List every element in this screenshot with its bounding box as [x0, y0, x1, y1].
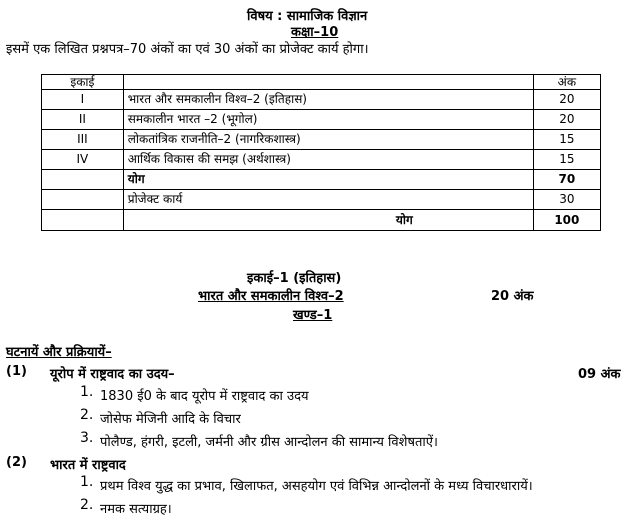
marks-cell: 15: [533, 150, 600, 170]
subject-title: विषय : सामाजिक विज्ञान: [247, 9, 368, 24]
list-item-number: 1.: [80, 474, 94, 490]
unit-cell: I: [42, 90, 124, 110]
topic1-title: यूरोप में राष्ट्रवाद का उदय–: [50, 367, 175, 382]
title-column-header: [123, 75, 533, 90]
unit1-book-title: भारत और समकालीन विश्व–2: [198, 289, 344, 304]
unit-column-header: इकाई: [42, 75, 124, 90]
project-row: [42, 190, 601, 210]
table-row: [42, 110, 601, 130]
project-label: प्रोजेक्ट कार्य: [123, 190, 533, 210]
marks-cell: 15: [533, 130, 600, 150]
marks-column-header: अंक: [533, 75, 600, 90]
list-item-number: 2.: [80, 407, 94, 423]
list-item: जोसेफ मेजिनी आदि के विचार: [100, 412, 241, 427]
unit1-book-marks: 20 अंक: [491, 289, 534, 304]
list-item: 1830 ई0 के बाद यूरोप में राष्ट्रवाद का उदय: [100, 389, 309, 404]
unit-cell: III: [42, 130, 124, 150]
title-cell: समकालीन भारत –2 (भूगोल): [123, 110, 533, 130]
list-item-number: 3.: [80, 430, 94, 446]
empty-cell: [42, 190, 124, 210]
table-row: [42, 90, 601, 110]
class-title: कक्षा–10: [291, 25, 339, 40]
topic1-number: (1): [6, 364, 27, 379]
marks-table: [41, 74, 601, 231]
list-item: पोलैण्ड, हंगरी, इटली, जर्मनी और ग्रीस आन्दोलन की सामान्य विशेषताऐं।: [100, 435, 438, 450]
section-heading: खण्ड–1: [293, 308, 333, 323]
table-header-row: [42, 75, 601, 90]
subtotal-row: [42, 170, 601, 190]
title-cell: आर्थिक विकास की समझ (अर्थशास्त्र): [123, 150, 533, 170]
project-marks: 30: [533, 190, 600, 210]
table-row: [42, 150, 601, 170]
unit-cell: IV: [42, 150, 124, 170]
topic2-title: भारत में राष्ट्रवाद: [50, 458, 126, 473]
title-cell: लोकतांत्रिक राजनीति–2 (नागरिकशास्त्र): [123, 130, 533, 150]
total-label: योग: [123, 210, 533, 231]
unit1-heading: इकाई–1 (इतिहास): [247, 271, 342, 286]
events-heading: घटनायें और प्रक्रियायें–: [6, 345, 112, 360]
subtotal-label: योग: [123, 170, 533, 190]
intro-line: इसमें एक लिखित प्रश्नपत्र–70 अंकों का एवं 30 अंकों का प्रोजेक्ट कार्य होगा।: [6, 42, 369, 57]
list-item: नमक सत्याग्रह।: [100, 502, 172, 517]
unit-cell: II: [42, 110, 124, 130]
list-item-number: 1.: [80, 384, 94, 400]
total-row: [42, 210, 601, 231]
list-item: प्रथम विश्व युद्ध का प्रभाव, खिलाफत, असहयोग एवं विभिन्न आन्दोलनों के मध्य विचारधारायें।: [100, 479, 533, 494]
subtotal-marks: 70: [533, 170, 600, 190]
topic1-marks: 09 अंक: [578, 367, 621, 382]
empty-cell: [42, 210, 124, 231]
marks-cell: 20: [533, 110, 600, 130]
empty-cell: [42, 170, 124, 190]
total-marks: 100: [533, 210, 600, 231]
table-row: [42, 130, 601, 150]
marks-cell: 20: [533, 90, 600, 110]
title-cell: भारत और समकालीन विश्व–2 (इतिहास): [123, 90, 533, 110]
list-item-number: 2.: [80, 497, 94, 513]
topic2-number: (2): [6, 455, 27, 470]
